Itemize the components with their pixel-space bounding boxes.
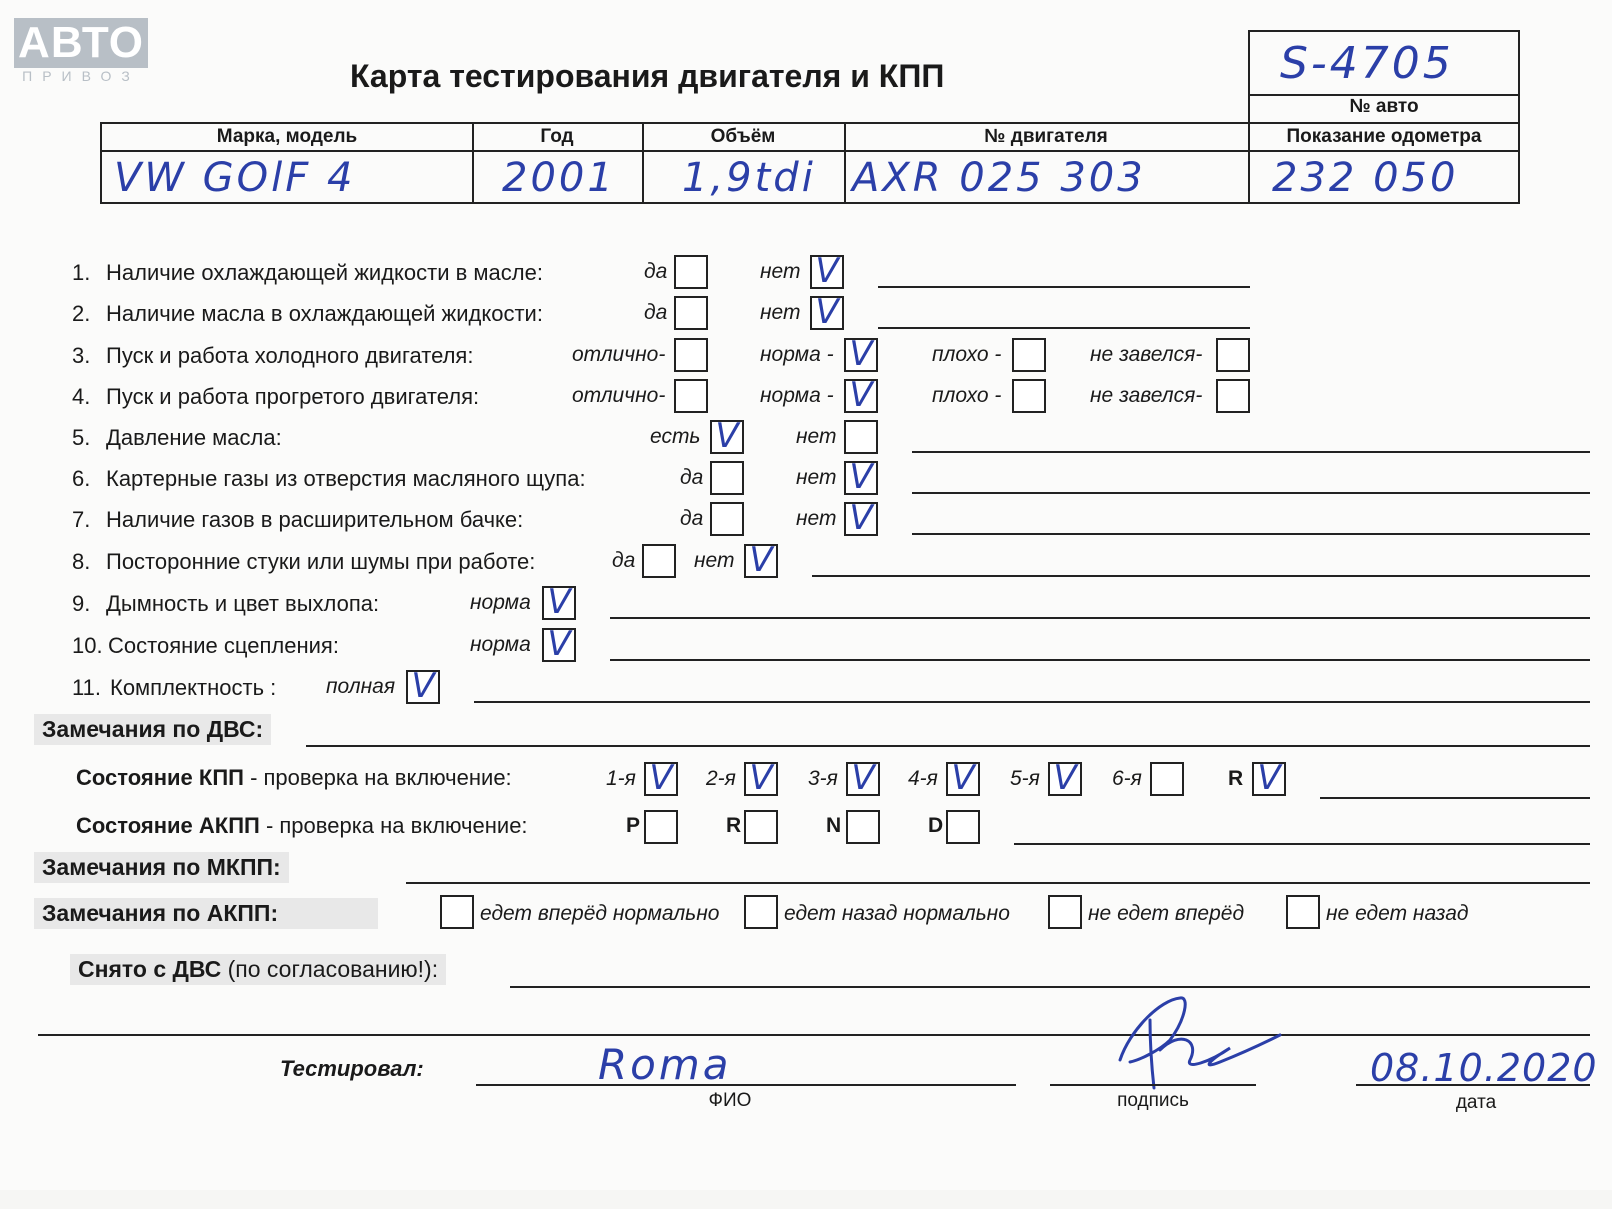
question-text: Картерные газы из отверстия масляного щупа:	[106, 466, 586, 491]
gear-checkbox[interactable]	[1048, 758, 1082, 798]
option-label: да	[644, 260, 668, 283]
akpp-option-label: не едет вперёд	[1088, 902, 1245, 925]
value-volume: 1,9tdi	[682, 155, 816, 201]
akpp-label	[76, 813, 528, 839]
separator-line	[38, 1034, 1590, 1036]
question-number: 6.	[72, 466, 91, 491]
mkpp-remarks-line	[406, 882, 1590, 884]
mode-label: P	[626, 814, 641, 837]
option-label: да	[680, 466, 704, 489]
question-number: 4.	[72, 384, 91, 409]
test-date: 08.10.2020	[1370, 1046, 1598, 1090]
signature-line	[1050, 1084, 1256, 1086]
checkbox[interactable]	[1012, 338, 1046, 372]
akpp-option-label: не едет назад	[1326, 902, 1469, 925]
checkbox[interactable]	[1012, 379, 1046, 413]
question-number: 2.	[72, 301, 91, 326]
page-title: Карта тестирования двигателя и КПП	[350, 58, 945, 94]
write-line	[878, 327, 1250, 329]
checkbox[interactable]	[542, 582, 576, 622]
col-year: Год	[540, 126, 574, 147]
option-label: нет	[694, 549, 735, 572]
option-label: норма	[470, 591, 531, 614]
write-line	[474, 701, 1590, 703]
dvs-remarks-line	[306, 745, 1590, 747]
question-text: Дымность и цвет выхлопа:	[106, 591, 380, 616]
checkbox[interactable]	[1216, 379, 1250, 413]
check-mark: V	[411, 666, 435, 706]
option-label: плохо -	[932, 343, 1002, 366]
check-mark: V	[851, 758, 875, 798]
col-model: Марка, модель	[216, 126, 358, 147]
checkbox[interactable]	[674, 255, 708, 289]
checkbox[interactable]	[674, 296, 708, 330]
auto-number-label: № авто	[1349, 96, 1419, 117]
question-text: Пуск и работа холодного двигателя:	[106, 343, 474, 368]
tested-label: Тестировал:	[280, 1056, 424, 1081]
header-table	[100, 122, 1520, 204]
checkbox[interactable]	[406, 666, 440, 706]
write-line	[610, 617, 1590, 619]
checkbox[interactable]	[674, 379, 708, 413]
logo: АВТО	[14, 18, 148, 68]
mode-label: D	[928, 814, 944, 837]
checkbox[interactable]	[844, 498, 878, 538]
option-label: плохо -	[932, 384, 1002, 407]
removed-label-bold: Снято с ДВС	[78, 956, 222, 982]
value-engine-number: AXR 025 303	[852, 155, 1146, 201]
option-label: норма	[470, 633, 531, 656]
akpp-option-checkbox[interactable]	[744, 895, 778, 929]
checkbox[interactable]	[642, 544, 676, 578]
write-line	[912, 492, 1590, 494]
question-number: 7.	[72, 507, 91, 532]
kpp-label-bold: Состояние КПП	[76, 765, 244, 790]
value-odometer: 232 050	[1272, 155, 1459, 201]
question-text: Давление масла:	[106, 425, 282, 450]
dvs-remarks-label: Замечания по ДВС:	[34, 714, 271, 745]
mode-checkbox[interactable]	[644, 810, 678, 844]
check-mark: V	[815, 251, 839, 291]
akpp-label-bold: Состояние АКПП	[76, 813, 260, 838]
check-mark: V	[849, 334, 873, 374]
checkbox[interactable]	[710, 461, 744, 495]
option-label: да	[680, 507, 704, 530]
option-label: нет	[796, 507, 837, 530]
gear-checkbox[interactable]	[1150, 762, 1184, 796]
signature-label: подпись	[1117, 1090, 1189, 1111]
check-mark: V	[1257, 758, 1281, 798]
check-mark: V	[547, 624, 571, 664]
option-label: нет	[796, 466, 837, 489]
checkbox[interactable]	[710, 416, 744, 456]
fio-line	[476, 1084, 1016, 1086]
akpp-option-label: едет назад нормально	[784, 902, 1010, 925]
check-mark: V	[849, 375, 873, 415]
question-text: Комплектность :	[110, 675, 277, 700]
removed-label	[70, 954, 446, 985]
gear-checkbox[interactable]	[644, 758, 678, 798]
checkbox[interactable]	[844, 375, 878, 415]
write-line	[878, 286, 1250, 288]
value-model: VW GOlF 4	[114, 155, 356, 201]
col-volume: Объём	[710, 126, 776, 147]
checkbox[interactable]	[844, 457, 878, 497]
option-label: норма -	[760, 384, 834, 407]
mode-label: N	[826, 814, 842, 837]
question-number: 11.	[72, 675, 101, 700]
check-mark: V	[749, 540, 773, 580]
question-text: Наличие охлаждающей жидкости в масле:	[106, 260, 543, 285]
gear-label: 3-я	[808, 767, 838, 790]
checkbox[interactable]	[844, 420, 878, 454]
question-number: 8.	[72, 549, 91, 574]
auto-number-value: S-4705	[1280, 38, 1454, 89]
write-line	[912, 533, 1590, 535]
gear-label: 1-я	[606, 767, 636, 790]
col-engine-number: № двигателя	[984, 126, 1108, 147]
check-mark: V	[547, 582, 571, 622]
question-text: Наличие масла в охлаждающей жидкости:	[106, 301, 543, 326]
akpp-option-checkbox[interactable]	[440, 895, 474, 929]
option-label: нет	[796, 425, 837, 448]
option-label: не завелся-	[1090, 343, 1203, 366]
checkbox[interactable]	[844, 334, 878, 374]
option-label: нет	[760, 301, 801, 324]
date-line	[1356, 1084, 1590, 1086]
question-text: Наличие газов в расширительном бачке:	[106, 507, 524, 532]
check-mark: V	[849, 498, 873, 538]
check-mark: V	[1053, 758, 1077, 798]
mode-label: R	[726, 814, 742, 837]
removed-line	[510, 986, 1590, 988]
mode-checkbox[interactable]	[846, 810, 880, 844]
gear-checkbox[interactable]	[846, 758, 880, 798]
gear-checkbox[interactable]	[1252, 758, 1286, 798]
question-number: 10.	[72, 633, 103, 658]
write-line	[812, 575, 1590, 577]
option-label: отлично-	[572, 343, 666, 366]
gear-checkbox[interactable]	[744, 758, 778, 798]
gear-label: 6-я	[1112, 767, 1142, 790]
value-year: 2001	[502, 155, 616, 201]
question-number: 1.	[72, 260, 91, 285]
question-number: 9.	[72, 591, 91, 616]
check-mark: V	[749, 758, 773, 798]
mkpp-remarks-label: Замечания по МКПП:	[34, 852, 289, 883]
kpp-label	[76, 765, 512, 791]
write-line	[610, 659, 1590, 661]
akpp-option-label: едет вперёд нормально	[480, 902, 720, 925]
option-label: отлично-	[572, 384, 666, 407]
option-label: есть	[650, 425, 701, 448]
check-mark: V	[649, 758, 673, 798]
gear-label: 5-я	[1010, 767, 1040, 790]
option-label: да	[644, 301, 668, 324]
gear-checkbox[interactable]	[946, 758, 980, 798]
question-number: 3.	[72, 343, 91, 368]
logo-subtitle: ПРИВОЗ	[22, 68, 140, 84]
removed-label-rest: (по согласованию!):	[221, 956, 439, 982]
kpp-label-rest: - проверка на включение:	[243, 765, 512, 790]
checkbox[interactable]	[744, 540, 778, 580]
gear-label: 2-я	[706, 767, 736, 790]
option-label: да	[612, 549, 636, 572]
option-label: нет	[760, 260, 801, 283]
checkbox[interactable]	[810, 292, 844, 332]
akpp-label-rest: - проверка на включение:	[259, 813, 528, 838]
col-odometer: Показание одометра	[1286, 126, 1482, 147]
akpp-option-checkbox[interactable]	[1286, 895, 1320, 929]
question-text: Посторонние стуки или шумы при работе:	[106, 549, 536, 574]
date-label: дата	[1455, 1092, 1497, 1113]
gear-label: R	[1228, 767, 1244, 790]
check-mark: V	[849, 457, 873, 497]
check-mark: V	[715, 416, 739, 456]
write-line	[912, 451, 1590, 453]
akpp-option-checkbox[interactable]	[1048, 895, 1082, 929]
fio-label: ФИО	[708, 1090, 752, 1111]
checkbox[interactable]	[710, 502, 744, 536]
checkbox[interactable]	[674, 338, 708, 372]
akpp-check-line	[1014, 843, 1590, 845]
mode-checkbox[interactable]	[946, 810, 980, 844]
question-text: Состояние сцепления:	[108, 633, 339, 658]
check-mark: V	[951, 758, 975, 798]
checkbox[interactable]	[542, 624, 576, 664]
question-number: 5.	[72, 425, 91, 450]
gear-label: 4-я	[908, 767, 938, 790]
akpp-remarks-label: Замечания по АКПП:	[34, 898, 378, 929]
tester-name: Roma	[598, 1040, 732, 1089]
check-mark: V	[815, 292, 839, 332]
question-text: Пуск и работа прогретого двигателя:	[106, 384, 480, 409]
option-label: норма -	[760, 343, 834, 366]
checkbox[interactable]	[810, 251, 844, 291]
mode-checkbox[interactable]	[744, 810, 778, 844]
kpp-remarks-line	[1320, 797, 1590, 799]
checkbox[interactable]	[1216, 338, 1250, 372]
option-label: полная	[326, 675, 396, 698]
option-label: не завелся-	[1090, 384, 1203, 407]
